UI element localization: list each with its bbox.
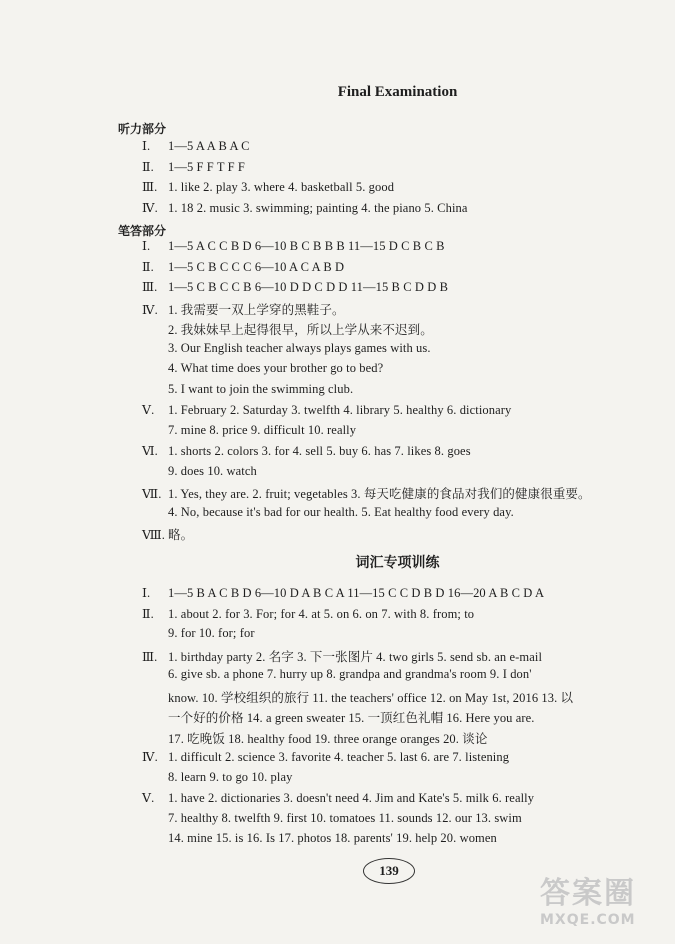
- answer-text: 3. Our English teacher always plays games with us.: [168, 340, 431, 355]
- answer-line: [142, 279, 448, 295]
- answer-text: 1. shorts 2. colors 3. for 4. sell 5. buy 6. has 7. likes 8. goes: [168, 444, 471, 458]
- answer-text: 6. give sb. a phone 7. hurry up 8. grandpa and grandma's room 9. I don': [168, 667, 532, 681]
- answer-line: [142, 138, 250, 154]
- answer-text: 1. February 2. Saturday 3. twelfth 4. library 5. healthy 6. dictionary: [168, 403, 512, 417]
- answer-line: [142, 341, 431, 356]
- question-number: Ⅱ.: [142, 259, 154, 274]
- answer-text: 9. for 10. for; for: [168, 626, 255, 640]
- answer-line: [142, 790, 534, 806]
- answer-line: [142, 770, 292, 785]
- answer-line: [142, 606, 474, 622]
- question-number: Ⅱ.: [142, 159, 154, 174]
- answer-text: 1. about 2. for 3. For; for 4. at 5. on 6. on 7. with 8. from; to: [168, 606, 475, 621]
- question-number: Ⅳ.: [142, 302, 158, 317]
- answer-line: [142, 464, 257, 479]
- answer-line: [142, 749, 509, 765]
- answer-line: [142, 811, 522, 826]
- watermark-logo: [540, 868, 660, 938]
- answer-line: [142, 688, 573, 706]
- answer-text: 8. learn 9. to go 10. play: [168, 769, 293, 784]
- answer-text: 7. mine 8. price 9. difficult 10. really: [168, 422, 357, 437]
- question-number: Ⅴ.: [142, 403, 155, 417]
- watermark-text: 答案圈: [540, 876, 636, 911]
- answer-line: [142, 708, 535, 726]
- writing-section-heading: 笔答部分: [118, 224, 167, 238]
- answer-text: 17. 吃晚饭 18. healthy food 19. three orange oranges 20. 谈论: [168, 731, 488, 746]
- listening-section-heading: 听力部分: [118, 122, 167, 136]
- answer-line: [142, 667, 532, 682]
- answer-text: 4. No, because it's bad for our health. 5. Eat healthy food every day.: [168, 504, 514, 519]
- question-number: Ⅲ.: [142, 649, 158, 664]
- answer-line: [142, 382, 353, 397]
- answer-text: 14. mine 15. is 16. Is 17. photos 18. parents' 19. help 20. women: [168, 831, 497, 845]
- answer-text: 一个好的价格 14. a green sweater 15. 一顶红色礼帽 16. Here you are.: [168, 711, 535, 725]
- answer-text: 2. 我妹妹早上起得很早，所以上学从来不迟到。: [168, 323, 433, 337]
- watermark-url: MXQE.COM: [540, 912, 636, 928]
- answer-line: [142, 402, 511, 418]
- question-number: Ⅰ.: [142, 586, 151, 600]
- answer-line: [142, 484, 591, 502]
- question-number: Ⅲ.: [142, 280, 158, 294]
- answer-text: 1—5 C B C C C 6—10 A C A B D: [168, 259, 345, 274]
- question-number: Ⅰ.: [142, 239, 151, 253]
- answer-line: [142, 300, 345, 318]
- answer-text: 1. like 2. play 3. where 4. basketball 5. good: [168, 180, 395, 194]
- answer-line: [142, 729, 487, 747]
- answer-line: [142, 259, 344, 275]
- answer-text: 1—5 C B C C B 6—10 D D C D D 11—15 B C D D B: [168, 280, 449, 294]
- answer-line: [142, 423, 356, 438]
- page-number: 139: [363, 858, 415, 884]
- answer-line: [142, 443, 471, 459]
- answer-line: [142, 626, 255, 641]
- question-number: Ⅰ.: [142, 139, 151, 153]
- answer-line: [142, 831, 497, 846]
- answer-line: [142, 159, 245, 175]
- question-number: Ⅵ.: [142, 444, 158, 458]
- answer-text: 7. healthy 8. twelfth 9. first 10. tomatoes 11. sounds 12. our 13. swim: [168, 810, 522, 825]
- answer-text: 9. does 10. watch: [168, 463, 257, 478]
- question-number: Ⅳ.: [142, 750, 158, 764]
- answer-text: 1. Yes, they are. 2. fruit; vegetables 3. 每天吃健康的食品对我们的健康很重要。: [168, 487, 591, 501]
- answer-line: [142, 505, 514, 520]
- answer-text: 5. I want to join the swimming club.: [168, 381, 354, 396]
- answer-line: [142, 647, 542, 665]
- answer-line: [142, 200, 468, 216]
- vocab-section-title: 词汇专项训练: [355, 555, 440, 571]
- question-number: Ⅷ.: [142, 528, 166, 542]
- answer-line: [142, 361, 383, 376]
- answer-text: 1—5 B A C B D 6—10 D A B C A 11—15 C C D B D 16—20 A B C D A: [168, 586, 545, 600]
- answer-text: 1. birthday party 2. 名字 3. 下一张图片 4. two girls 5. send sb. an e-mail: [168, 649, 543, 664]
- page-title: Final Examination: [337, 84, 458, 100]
- question-number: Ⅴ.: [142, 791, 155, 805]
- answer-line: [142, 585, 544, 601]
- question-number: Ⅶ.: [142, 487, 162, 501]
- question-number: Ⅲ.: [142, 180, 158, 194]
- answer-line: [142, 320, 433, 338]
- answer-text: 1. 我需要一双上学穿的黑鞋子。: [168, 302, 345, 317]
- answer-line: [142, 179, 394, 195]
- question-number: Ⅱ.: [142, 606, 154, 621]
- answer-text: 1—5 F F T F F: [168, 159, 245, 174]
- answer-text: know. 10. 学校组织的旅行 11. the teachers' office 12. on May 1st, 2016 13. 以: [168, 690, 574, 705]
- answer-text: 1. have 2. dictionaries 3. doesn't need 4. Jim and Kate's 5. milk 6. really: [168, 791, 535, 805]
- question-number: Ⅳ.: [142, 200, 158, 215]
- answer-text: 1. difficult 2. science 3. favorite 4. teacher 5. last 6. are 7. listening: [168, 750, 510, 764]
- answer-line: [142, 238, 445, 254]
- answer-text: 1—5 A C C B D 6—10 B C B B B 11—15 D C B C B: [168, 239, 445, 253]
- answer-text: 4. What time does your brother go to bed?: [168, 361, 384, 375]
- answer-text: 略。: [168, 528, 194, 542]
- answer-text: 1—5 A A B A C: [168, 139, 250, 153]
- answer-text: 1. 18 2. music 3. swimming; painting 4. the piano 5. China: [168, 200, 468, 215]
- answer-line: [142, 525, 193, 543]
